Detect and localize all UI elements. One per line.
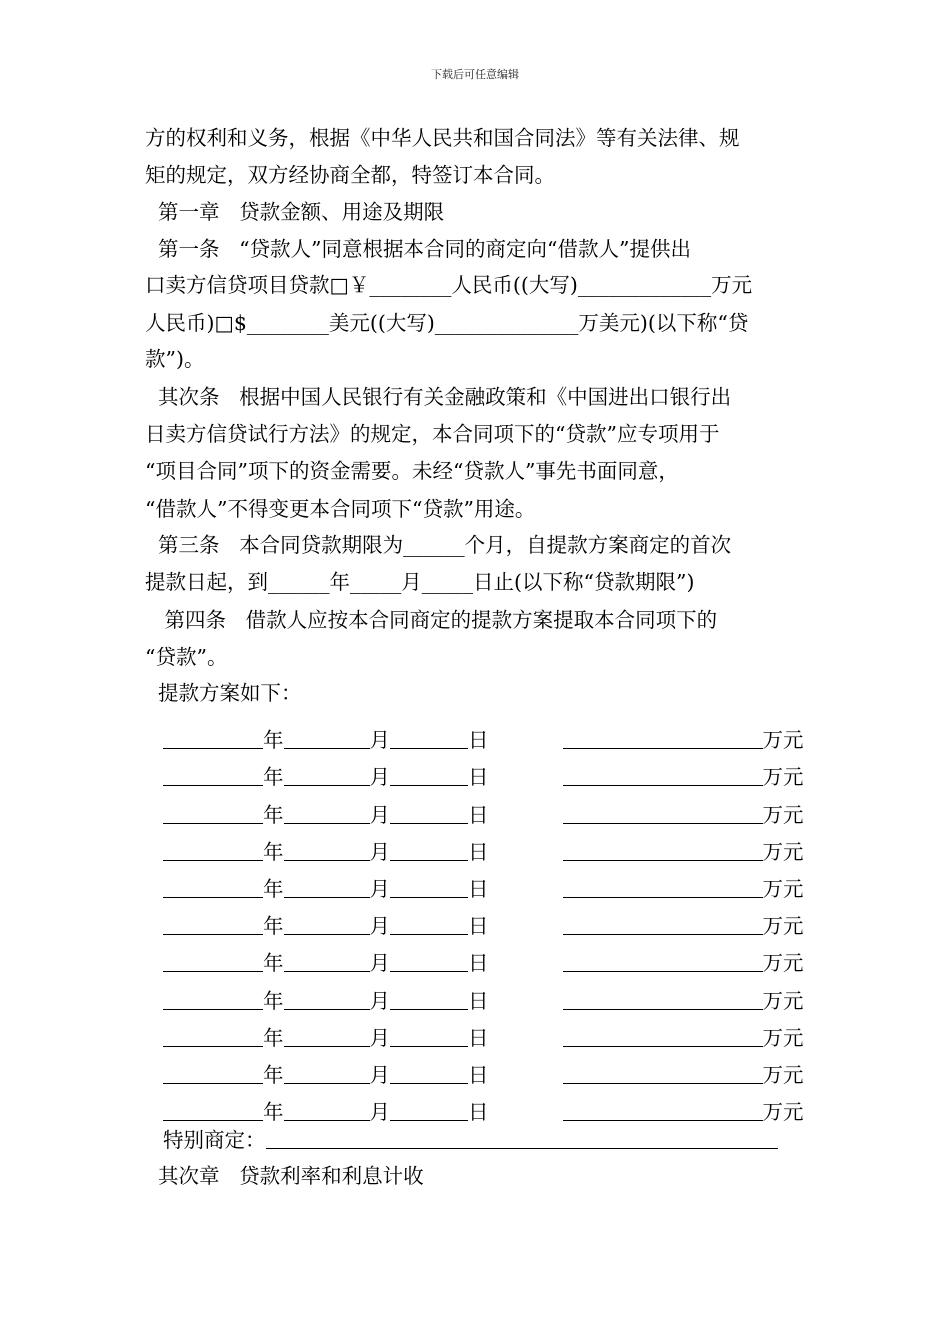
contract-line: 矩的规定，双方经协商全都，特签订本合同。 [145, 163, 555, 187]
amount-blank[interactable] [563, 987, 763, 1010]
year-blank[interactable] [163, 1061, 263, 1084]
day-blank[interactable] [390, 987, 468, 1010]
amount-unit: 万元 [762, 1025, 804, 1050]
amount-unit: 万元 [762, 728, 804, 753]
day-label: 日 [468, 914, 489, 939]
schedule-row [163, 790, 804, 827]
contract-line: 第一条 “贷款人”同意根据本合同的商定向“借款人”提供出 [145, 237, 692, 261]
day-blank[interactable] [390, 838, 468, 861]
year-blank[interactable] [163, 875, 263, 898]
month-label: 月 [369, 802, 390, 827]
amount-blank[interactable] [563, 1061, 763, 1084]
amount-unit: 万元 [762, 988, 804, 1013]
month-label: 月 [369, 1100, 390, 1125]
month-blank[interactable] [284, 875, 370, 898]
month-label: 月 [369, 765, 390, 790]
month-blank[interactable] [284, 726, 370, 749]
day-label: 日 [468, 951, 489, 976]
amount-unit: 万元 [762, 1062, 804, 1087]
year-blank[interactable] [163, 763, 263, 786]
contract-line: “项目合同”项下的资金需要。未经“贷款人”事先书面同意， [145, 459, 679, 483]
day-blank[interactable] [390, 912, 468, 935]
day-label: 日 [468, 988, 489, 1013]
amount-unit: 万元 [762, 951, 804, 976]
day-label: 日 [468, 1062, 489, 1087]
schedule-row [163, 976, 804, 1013]
month-blank[interactable] [284, 987, 370, 1010]
contract-line: 提款方案如下： [145, 681, 302, 705]
year-label: 年 [263, 1100, 284, 1125]
year-label: 年 [263, 839, 284, 864]
withdrawal-schedule [163, 716, 804, 1125]
contract-line: 第三条 本合同贷款期限为______个月，自提款方案商定的首次 [145, 533, 732, 557]
month-blank[interactable] [284, 949, 370, 972]
year-blank[interactable] [163, 726, 263, 749]
contract-line: 日卖方信贷试行方法》的规定，本合同项下的“贷款”应专项用于 [145, 422, 720, 446]
year-label: 年 [263, 765, 284, 790]
amount-blank[interactable] [563, 801, 763, 824]
schedule-row [163, 902, 804, 939]
amount-blank[interactable] [563, 875, 763, 898]
month-label: 月 [369, 1025, 390, 1050]
page-header: 下载后可任意编辑 [431, 68, 519, 81]
day-blank[interactable] [390, 726, 468, 749]
day-blank[interactable] [390, 1098, 468, 1121]
day-label: 日 [468, 1100, 489, 1125]
amount-blank[interactable] [563, 912, 763, 935]
contract-line: 口卖方信贷项目贷款□￥________人民币((大写)_____________万元 [145, 273, 753, 297]
month-label: 月 [369, 951, 390, 976]
day-blank[interactable] [390, 801, 468, 824]
year-label: 年 [263, 1062, 284, 1087]
chapter-2-heading: 其次章 贷款利率和利息计收 [145, 1164, 424, 1188]
contract-line: 其次条 根据中国人民银行有关金融政策和《中国进出口银行出 [145, 385, 732, 409]
amount-blank[interactable] [563, 838, 763, 861]
day-blank[interactable] [390, 1061, 468, 1084]
amount-unit: 万元 [762, 876, 804, 901]
day-label: 日 [468, 802, 489, 827]
year-blank[interactable] [163, 987, 263, 1010]
year-label: 年 [263, 728, 284, 753]
schedule-row [163, 1088, 804, 1125]
year-blank[interactable] [163, 1098, 263, 1121]
month-blank[interactable] [284, 1061, 370, 1084]
amount-blank[interactable] [563, 763, 763, 786]
amount-unit: 万元 [762, 839, 804, 864]
contract-line: “借款人”不得变更本合同项下“贷款”用途。 [145, 497, 536, 521]
day-label: 日 [468, 1025, 489, 1050]
day-label: 日 [468, 728, 489, 753]
schedule-row [163, 1051, 804, 1088]
schedule-row [163, 828, 804, 865]
month-label: 月 [369, 988, 390, 1013]
amount-unit: 万元 [762, 914, 804, 939]
amount-blank[interactable] [563, 726, 763, 749]
year-blank[interactable] [163, 801, 263, 824]
month-blank[interactable] [284, 801, 370, 824]
year-label: 年 [263, 988, 284, 1013]
amount-blank[interactable] [563, 949, 763, 972]
amount-blank[interactable] [563, 1024, 763, 1047]
year-label: 年 [263, 951, 284, 976]
contract-line: 第一章 贷款金额、用途及期限 [145, 200, 445, 224]
schedule-row [163, 865, 804, 902]
month-blank[interactable] [284, 838, 370, 861]
contract-line: 人民币)□$________美元((大写)______________万美元)(以下称“贷 [145, 311, 749, 335]
amount-unit: 万元 [762, 802, 804, 827]
month-label: 月 [369, 914, 390, 939]
schedule-row [163, 939, 804, 976]
year-label: 年 [263, 1025, 284, 1050]
schedule-row [163, 753, 804, 790]
year-label: 年 [263, 802, 284, 827]
special-agreement-label: 特别商定： [163, 1128, 266, 1152]
day-blank[interactable] [390, 1024, 468, 1047]
special-agreement-blank[interactable] [266, 1126, 778, 1149]
amount-blank[interactable] [563, 1098, 763, 1121]
month-blank[interactable] [284, 1098, 370, 1121]
year-label: 年 [263, 914, 284, 939]
day-label: 日 [468, 839, 489, 864]
year-blank[interactable] [163, 912, 263, 935]
amount-unit: 万元 [762, 765, 804, 790]
day-blank[interactable] [390, 875, 468, 898]
year-label: 年 [263, 876, 284, 901]
year-blank[interactable] [163, 949, 263, 972]
day-blank[interactable] [390, 763, 468, 786]
contract-line: “贷款”。 [145, 645, 228, 669]
special-agreement [163, 1123, 778, 1153]
contract-line: 款”)。 [145, 347, 205, 371]
contract-line: 第四条 借款人应按本合同商定的提款方案提取本合同项下的 [145, 608, 718, 632]
month-label: 月 [369, 728, 390, 753]
month-blank[interactable] [284, 1024, 370, 1047]
day-blank[interactable] [390, 949, 468, 972]
month-label: 月 [369, 839, 390, 864]
amount-unit: 万元 [762, 1100, 804, 1125]
day-label: 日 [468, 765, 489, 790]
year-blank[interactable] [163, 838, 263, 861]
contract-line: 方的权利和义务，根据《中华人民共和国合同法》等有关法律、规 [145, 126, 740, 150]
month-label: 月 [369, 876, 390, 901]
schedule-row [163, 1014, 804, 1051]
month-blank[interactable] [284, 912, 370, 935]
contract-line: 提款日起，到______年_____月_____日止(以下称“贷款期限”) [145, 570, 695, 594]
schedule-row [163, 716, 804, 753]
month-label: 月 [369, 1062, 390, 1087]
day-label: 日 [468, 876, 489, 901]
year-blank[interactable] [163, 1024, 263, 1047]
month-blank[interactable] [284, 763, 370, 786]
